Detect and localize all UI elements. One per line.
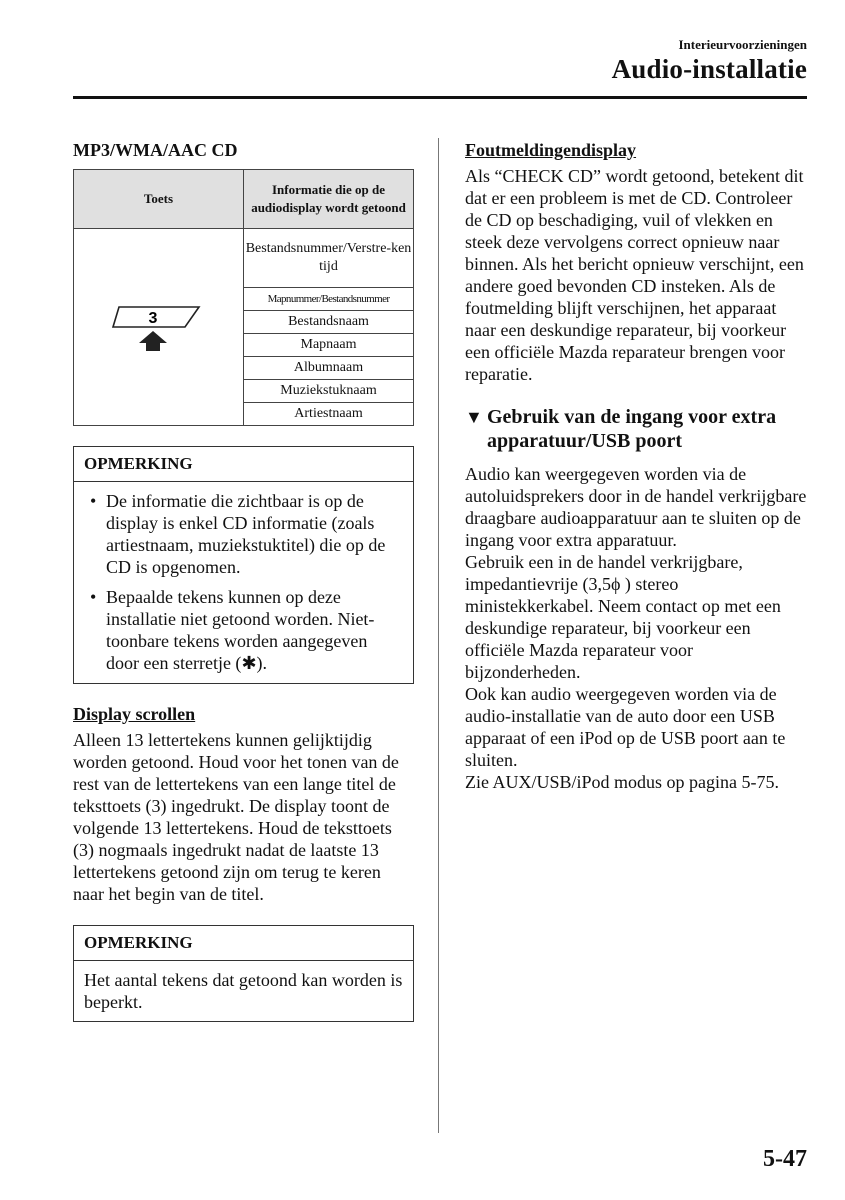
key-table-header [74,170,414,229]
note-box [73,446,414,684]
table-cell: Artiestnaam [244,403,414,426]
key-label: 3 [148,309,157,327]
note-item-text: Bepaalde tekens kunnen op deze installatie niet getoond worden. Niet-toonbare tekens worden aangegeven door een sterretje ( [106,587,375,673]
list-item [84,586,403,675]
triangle-icon: ▼ [465,407,483,427]
col-header-info: Informatie die op de audiodisplay wordt getoond [244,170,414,229]
note-item-text-end: ). [256,653,268,673]
key-table [73,169,414,426]
page-number: 5-47 [763,1146,807,1172]
key-cell [74,229,244,426]
note-body [74,482,413,683]
note-text: Het aantal tekens dat getoond kan worden is beperkt. [84,970,403,1012]
aux-heading-text: Gebruik van de ingang voor extra apparatuur/USB poort [487,406,777,452]
table-cell: Bestandsnummer/Verstre-ken tijd [244,229,414,288]
page-title: Audio-installatie [611,54,807,84]
scroll-text: Alleen 13 lettertekens kunnen gelijktijdig worden getoond. Houd voor het tonen van de rest van de lettertekens van een lange titel de teksttoets (3) ingedrukt. De display toont de volgende 13 lettertekens. Houd de teksttoets (3) nogmaals ingedrukt nadat de laatste 13 lettertekens getoond zijn om terug te keren naar het begin van de titel. [73,730,399,904]
scroll-heading: Display scrollen [73,704,196,724]
scroll-section [73,704,414,905]
list-item [84,490,403,578]
asterisk-icon: ✱ [241,653,257,674]
table-cell: Albumnaam [244,357,414,380]
aux-heading [465,405,810,453]
table-cell: Bestandsnaam [244,311,414,334]
text-button-icon [109,293,209,357]
col-header-key: Toets [74,170,244,229]
left-column [73,140,414,1022]
table-row [74,229,414,288]
aux-paragraph: Ook kan audio weergegeven worden via de audio-installatie van de auto door een USB apparaat of een iPod op de USB poort aan te sluiten. [465,684,786,770]
note-body [74,961,413,1021]
table-cell: Muziekstuknaam [244,380,414,403]
column-divider [438,138,439,1133]
aux-paragraph: Zie AUX/USB/iPod modus op pagina 5-75. [465,772,779,792]
right-column [465,140,810,793]
note-item-text: De informatie die zichtbaar is op de display is enkel CD informatie (zoals artiestnaam, muziekstuktitel) die op de CD is opgenomen. [106,491,386,577]
error-heading: Foutmeldingendisplay [465,140,637,160]
bullet: • [90,587,97,607]
press-arrow-icon [139,331,167,351]
header-rule [73,96,807,99]
bullet: • [90,491,97,511]
note-box-2 [73,925,414,1022]
aux-paragraph: Audio kan weergegeven worden via de autoluidsprekers door in de handel verkrijgbare draagbare audioapparatuur aan te sluiten op de ingang voor extra apparatuur. [465,464,807,550]
header-section: Interieurvoorzieningen [678,37,807,52]
table-cell: Mapnaam [244,334,414,357]
error-text: Als “CHECK CD” wordt getoond, betekent dit dat er een probleem is met de CD. Controleer de CD op beschadiging, vuil of vlekken en steek deze vervolgens correct opnieuw naar binnen. Als het bericht opnieuw verschijnt, een andere goed bevonden CD insteken. Als de foutmelding blijft verschijnen, het apparaat naar een deskundige reparateur, bij voorkeur een officiële Mazda reparateur brengen voor reparatie. [465,166,804,384]
table-cell: Mapnummer/Bestandsnummer [244,288,414,311]
mp3-heading: MP3/WMA/AAC CD [73,140,238,160]
note-title: OPMERKING [74,447,413,482]
note-title: OPMERKING [74,926,413,961]
aux-paragraph: Gebruik een in de handel verkrijgbare, impedantievrije (3,5ϕ ) stereo ministekkerkabel. Neem contact op met een deskundige reparateur, bij voorkeur een officiële Mazda reparateur voor bijzonderheden. [465,552,781,682]
